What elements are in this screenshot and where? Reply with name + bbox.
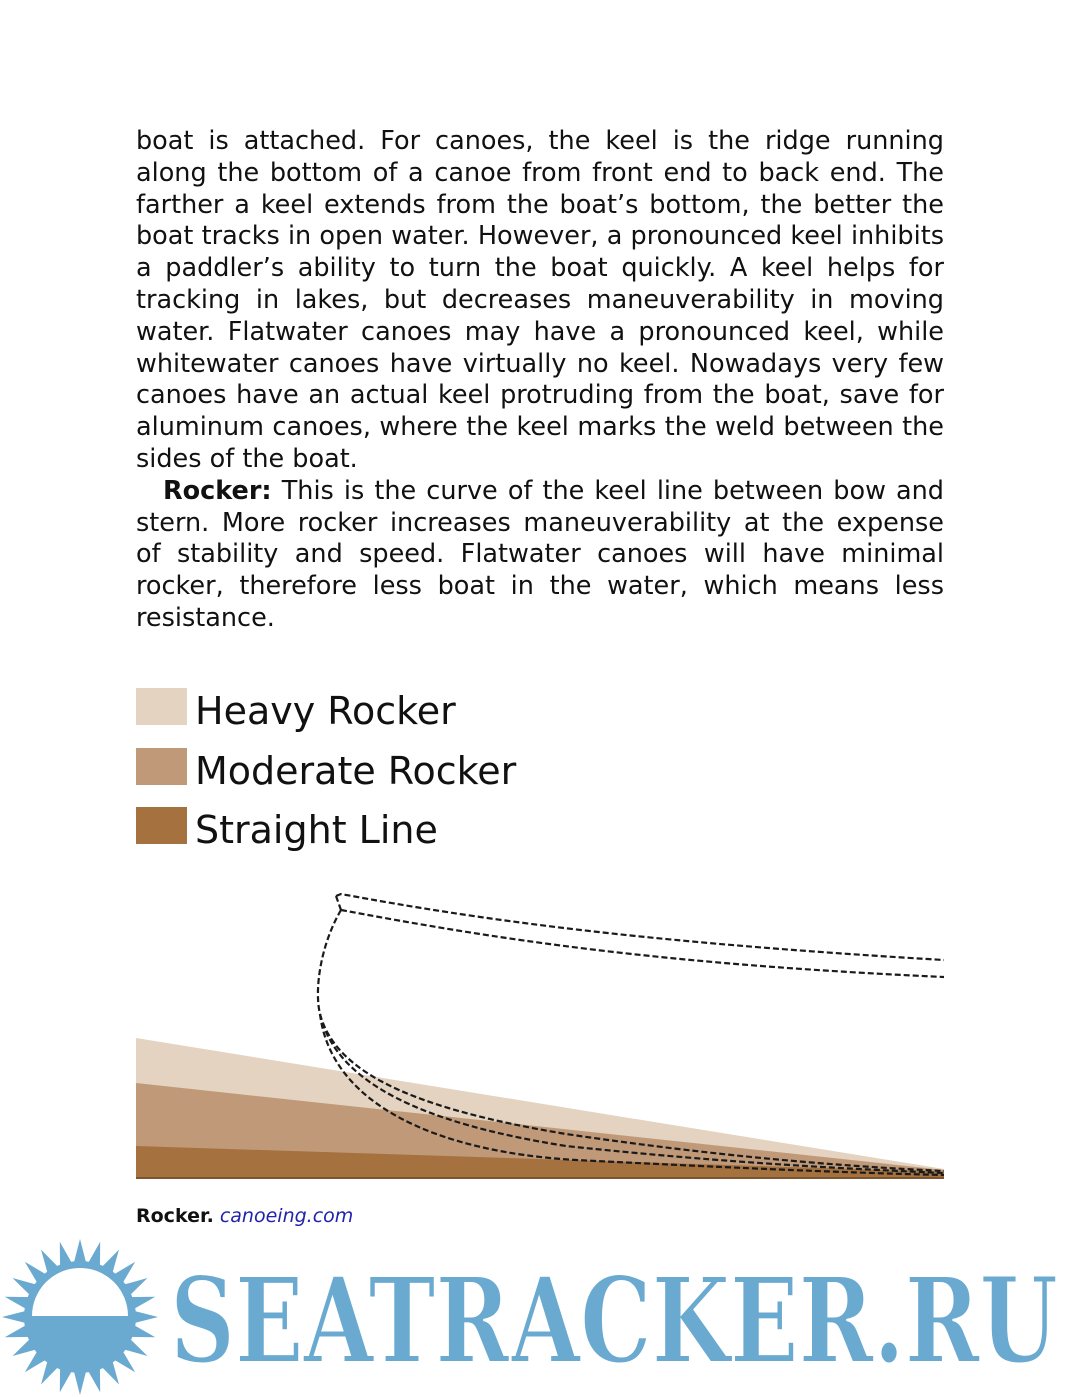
paragraph-keel: boat is attached. For canoes, the keel is the ridge running along the bottom of a canoe from front end to back end. The farther a keel extends from the boat’s bottom, the better the boat tracks in open water. However, a pronounced keel inhibits a paddler’s ability to turn the boat quickly. A keel helps for tracking in lakes, but decreases maneuverability in moving water. Flatwater canoes may have a pronounced keel, while whitewater canoes have virtually no keel. Nowadays very few canoes have an actual keel protruding from the boat, save for aluminum canoes, where the keel marks the weld between the sides of the boat. [136,126,944,474]
caption-source-link[interactable]: canoeing.com [219,1205,354,1227]
legend-label-moderate: Moderate Rocker [195,748,517,793]
rocker-definition: This is the curve of the keel line between bow and stern. More rocker increases maneuverability at the expense of stability and speed. Flatwater canoes will have minimal rocker, therefore less boat in the water, which means less resistance. [136,475,944,633]
legend-swatch-moderate [136,748,187,785]
rocker-diagram [136,884,944,1184]
sun-logo-icon [2,1239,158,1395]
figure-caption [136,1205,353,1227]
legend-label-straight: Straight Line [195,808,438,852]
caption-label: Rocker. [136,1205,214,1227]
paragraph-rocker [136,476,944,635]
legend-label-heavy: Heavy Rocker [195,689,456,733]
article-text [136,126,944,635]
watermark-text: SEATRACKER.RU [170,1251,1058,1390]
legend-swatch-straight [136,807,187,844]
rocker-term: Rocker: [163,475,272,506]
legend-swatch-heavy [136,688,187,725]
seatracker-watermark [0,1236,1080,1397]
